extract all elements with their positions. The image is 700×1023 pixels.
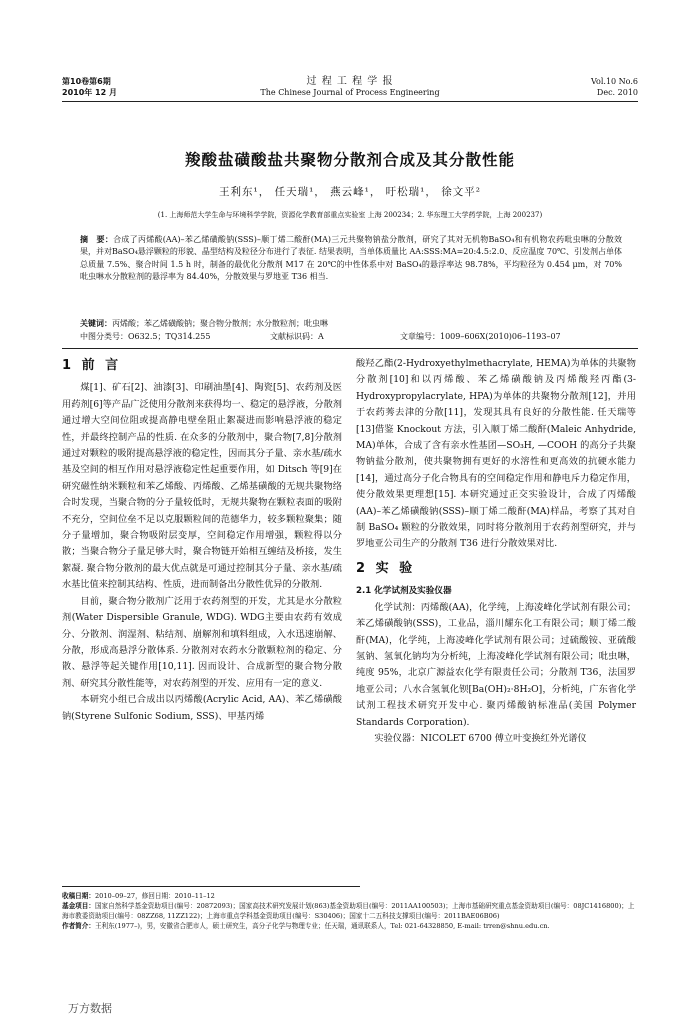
clc-number: 中图分类号：O632.5；TQ314.255: [80, 332, 211, 341]
watermark-text: 万方数据: [68, 1002, 112, 1015]
left-column: [62, 356, 342, 725]
section-2-title: 2 实 验: [356, 560, 416, 576]
section-1-title: 1 前 言: [62, 358, 122, 373]
volume-en: Vol.10 No.6: [591, 77, 638, 86]
keywords: [80, 318, 622, 330]
abstract-text: 合成了丙烯酸(AA)–苯乙烯磺酸钠(SSS)–顺丁烯二酸酐(MA)三元共聚物钠盐分散剂，研究了其对无机物BaSO₄和有机物农药吡虫啉的分散效果，并对BaSO₄悬浮颗粒的形貌、晶型结构及粒径分布进行了表征. 结果表明，当单体质量比 AA:SSS:MA=20:4.5:2.0、反应温度 70℃、引发剂占单体总质量 7.5%、聚合时间 1.5 h 时，制备的最优化分散剂 M17 在 20℃的中性体系中对 BaSO₄的悬浮率达 98.78%，平均粒径为 0.454 μm，对 70%吡虫啉水分散粒剂的悬浮率为 84.40%，分散效果与罗地亚 T36 相当.: [80, 235, 622, 282]
article-number: 文章编号：1009–606X(2010)06–1193–07: [400, 332, 561, 341]
volume-cn: 第10卷第6期: [62, 77, 111, 86]
section-1-paragraph-3: 本研究小组已合成出以丙烯酸(Acrylic Acid, AA)、苯乙烯磺酸钠(Styrene Sulfonic Sodium, SSS)、甲基丙烯: [62, 694, 342, 722]
keywords-label: 关键词：: [80, 319, 112, 328]
footnote: [62, 891, 638, 931]
affiliation: (1. 上海师范大学生命与环境科学学院，资源化学教育部重点实验室 上海 200234；2. 华东理工大学药学院，上海 200237): [157, 211, 543, 219]
subsection-2-1-paragraph-1: 化学试剂：丙烯酸(AA)，化学纯，上海凌峰化学试剂有限公司；苯乙烯磺酸钠(SSS)，工业品，淄川耀东化工有限公司；顺丁烯二酸酐(MA)，化学纯，上海凌峰化学试剂有限公司；过硫酸铵、亚硫酸氢钠、氢氧化钠均为分析纯，上海凌峰化学试剂有限公司；吡虫啉，纯度 95%，北京广源益农化学有限责任公司；分散剂 T36，法国罗地亚公司；八水合氢氧化钡[Ba(OH)₂·8H₂O]，分析纯，广东省化学试剂工程技术研究开发中心. 聚丙烯酸钠标准品(美国 Polymer Standards Corporation).: [356, 601, 636, 728]
date-en: Dec. 2010: [596, 88, 638, 97]
author-info-label: 作者简介：: [62, 922, 95, 930]
abstract-rule: [62, 348, 638, 349]
subsection-2-1-paragraph-2: 实验仪器：NICOLET 6700 傅立叶变换红外光谱仪: [374, 732, 587, 744]
fund-text: 国家自然科学基金资助项目(编号：20872093)；国家高技术研究发展计划(863)基金资助项目(编号：2011AA100503)；上海市基础研究重点基金资助项目(编号：08JC1416800)；上海市教委资助项目(编号：08ZZ68, 11ZZ122)；上海市重点学科基金资助项目(编号：S30406)；国家十二五科技支撑项目(编号：2011BAE06B06): [62, 902, 635, 920]
keywords-text: 丙烯酸；苯乙烯磺酸钠；聚合物分散剂；水分散粒剂；吡虫啉: [112, 319, 328, 328]
fund-label: 基金项目：: [62, 902, 95, 910]
received-line: [62, 891, 638, 901]
date-cn: 2010年 12 月: [62, 88, 117, 97]
abstract-label: 摘 要：: [80, 235, 114, 244]
header-center: [62, 76, 638, 98]
footnote-rule: [62, 886, 360, 887]
received-label: 收稿日期：: [62, 892, 95, 900]
header-rule: [62, 101, 638, 102]
body-columns: [0, 356, 700, 876]
section-1-paragraph-1: 煤[1]、矿石[2]、油漆[3]、印刷油墨[4]、陶瓷[5]、农药剂及医用药剂[6]等产品广泛使用分散剂来获得均一、稳定的悬浮液，分散剂通过增大空间位阻或提高静电壁垒阻止絮凝进而影响悬浮液的稳定性，并最终控制产品的性质. 在众多的分散剂中，聚合物[7,8]分散剂通过对颗粒的吸附提高悬浮液的稳定性，因而其分子量、亲水基/疏水基及空间的相互作用对悬浮液稳定性起重要作用，如 Ditsch 等[9]在研究磁性纳米颗粒和苯乙烯酸、丙烯酸、乙烯基磺酸的无规共聚物络合时发现，当聚合物的分子量较低时，无规共聚物在颗粒表面的吸附不充分，空间位垒不足以克服颗粒间的范德华力，较多颗粒聚集；随分子量增加，聚合物吸附层变厚，空间稳定作用增强，颗粒得以分散；当聚合物分子量足够大时，聚合物链开始相互缠结及桥接，发生絮凝. 聚合物分散剂的最大优点就是可通过控制其分子量、亲水基/疏水基比值来控制其结构、性质，进而制备出分散性优异的分散剂.: [62, 382, 342, 591]
subsection-2-1-title: 2.1 化学试剂及实验仪器: [356, 586, 452, 597]
abstract: [80, 234, 622, 284]
author-info-text: 王利东(1977–)，男，安徽省合肥市人，硕士研究生，高分子化学与物理专业；任天瑞，通讯联系人，Tel: 021-64328850, E-mail: trren@shnu.edu.cn.: [94, 922, 550, 930]
section-1-paragraph-2: 目前，聚合物分散剂广泛用于农药剂型的开发，尤其是水分散粒剂(Water Dispersible Granule, WDG). WDG主要由农药有效成分、分散剂、润湿剂、粘结剂、崩解剂和填料组成，入水迅速崩解、分散，形成高悬浮分散体系. 分散剂对农药水分散颗粒剂的稳定、分散、悬浮等起关键作用[10,11]. 因而设计、合成新型的聚合物分散剂、研究其分散性能等，对农药剂型的开发、应用有一定的意义.: [62, 595, 342, 689]
paper-title: 羧酸盐磺酸盐共聚物分散剂合成及其分散性能: [184, 151, 515, 169]
section-1-paragraph-continued: 酸羟乙酯(2-Hydroxyethylmethacrylate, HEMA)为单体的共聚物分散剂[10]和以丙烯酸、苯乙烯磺酸钠及丙烯酸羟丙酯(3-Hydroxypropylacrylate, HPA)为单体的共聚物分散剂[12]，并用于农药莠去津的分散[11]，发现其具有良好的分散性能. 任天瑞等[13]借鉴 Knockout 方法，引入顺丁烯二酸酐(Maleic Anhydride, MA)单体，合成了含有亲水性基团—SO₃H, —COOH 的高分子共聚物钠盐分散剂，使共聚物拥有更好的水溶性和更高效的抗硬水能力[14]，通过高分子化合物具有的空间稳定作用和静电斥力稳定作用，使分散效果更理想[15]. 本研究通过正交实验设计，合成了丙烯酸(AA)–苯乙烯磺酸钠(SSS)–顺丁烯二酸酐(MA)样品，考察了其对自制 BaSO₄ 颗粒的分散效果，同时将分散剂用于农药剂型研究，并与罗地亚公司生产的分散剂 T36 进行分散效果对比.: [356, 358, 636, 550]
fund-line: [62, 901, 638, 921]
classification: [80, 331, 622, 343]
journal-cn: 过 程 工 程 学 报: [306, 76, 394, 87]
received-dates: 2010–09–27，修回日期：2010–11–12: [94, 892, 215, 900]
author-info-line: [62, 921, 638, 931]
header-right: [591, 76, 638, 98]
doc-code: 文献标识码：A: [270, 332, 324, 341]
right-column: [356, 356, 636, 747]
journal-en: The Chinese Journal of Process Engineering: [260, 88, 440, 97]
author-list: 王利东¹， 任天瑞¹， 燕云峰¹， 吁松瑞¹， 徐文平²: [219, 186, 481, 198]
